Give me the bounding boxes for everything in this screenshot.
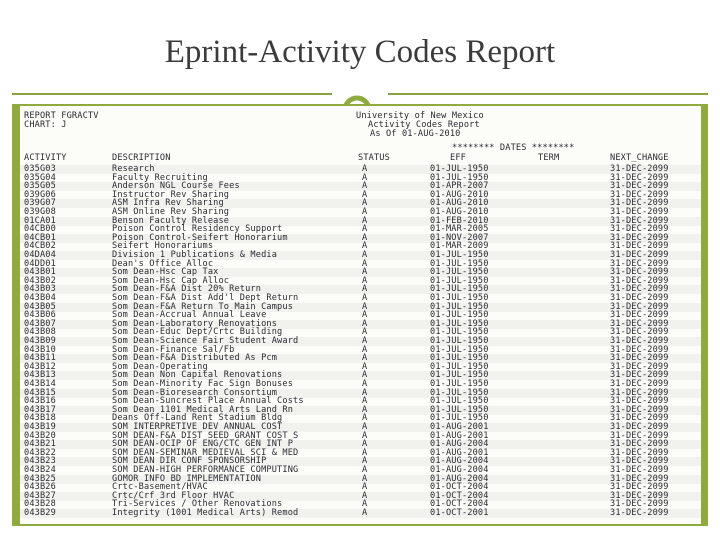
cell-eff: 01-JUL-1950 xyxy=(430,267,489,278)
cell-activity: 043B13 xyxy=(24,370,56,381)
cell-description: GOMOR INFO BD IMPLEMENTATION xyxy=(112,473,262,484)
report-id: REPORT FGRACTV xyxy=(24,111,99,121)
cell-activity: 043B06 xyxy=(24,310,56,321)
cell-description: Som Dean-Suncrest Place Annual Costs xyxy=(112,396,304,407)
cell-status: A xyxy=(362,224,368,235)
cell-activity: 043B18 xyxy=(24,413,56,424)
cell-next-change: 31-DEC-2099 xyxy=(610,293,669,303)
cell-description: Som Dean-Science Fair Student Award xyxy=(112,336,299,346)
cell-activity: 04CB00 xyxy=(24,224,56,235)
cell-eff: 01-AUG-2004 xyxy=(430,465,489,475)
cell-description: Som Dean-F&A Return To Main Campus xyxy=(112,301,294,312)
cell-activity: 043B24 xyxy=(24,465,56,475)
cell-eff: 01-AUG-2004 xyxy=(430,456,489,467)
cell-description: Faculty Recruiting xyxy=(112,172,208,183)
cell-status: A xyxy=(362,267,368,278)
cell-activity: 035G05 xyxy=(24,181,56,192)
cell-activity: 043B20 xyxy=(24,430,56,441)
cell-activity: 043B14 xyxy=(24,379,56,389)
cell-status: A xyxy=(362,310,368,321)
cell-status: A xyxy=(362,508,368,518)
cell-eff: 01-MAR-2009 xyxy=(430,241,489,252)
cell-description: Som Dean-Operating xyxy=(112,361,208,372)
cell-status: A xyxy=(362,465,368,475)
cell-activity: 04CB02 xyxy=(24,241,56,252)
cell-eff: 01-JUL-1950 xyxy=(430,413,489,424)
cell-next-change: 31-DEC-2099 xyxy=(610,370,669,381)
cell-next-change: 31-DEC-2099 xyxy=(610,430,669,441)
cell-eff: 01-JUL-1950 xyxy=(430,404,489,415)
slide-title: Eprint-Activity Codes Report xyxy=(164,34,556,70)
cell-next-change: 31-DEC-2099 xyxy=(610,198,669,209)
cell-next-change: 31-DEC-2099 xyxy=(610,258,669,269)
cell-eff: 01-JUL-1950 xyxy=(430,164,489,174)
cell-status: A xyxy=(362,387,368,398)
report-institution: University of New Mexico xyxy=(356,111,484,121)
cell-status: A xyxy=(362,250,368,260)
cell-description: Som Dean-Educ Dept/Crtc Building xyxy=(112,327,283,338)
cell-status: A xyxy=(362,284,368,295)
cell-eff: 01-JUL-1950 xyxy=(430,293,489,303)
cell-description: ASM Online Rev Sharing xyxy=(112,207,230,217)
cell-eff: 01-JUL-1950 xyxy=(430,172,489,183)
cell-eff: 01-OCT-2004 xyxy=(430,499,489,510)
cell-description: SOM DEAN DIR CONF SPONSORSHIP xyxy=(112,456,267,467)
cell-description: Som Dean Non Capital Renovations xyxy=(112,370,283,381)
cell-description: Poison Control-Seifert Honorarium xyxy=(112,232,288,243)
cell-status: A xyxy=(362,181,368,192)
cell-status: A xyxy=(362,370,368,381)
cell-activity: 043B29 xyxy=(24,508,56,518)
cell-activity: 043B25 xyxy=(24,473,56,484)
table-row xyxy=(20,509,701,518)
cell-next-change: 31-DEC-2099 xyxy=(610,473,669,484)
cell-description: Anderson NGL Course Fees xyxy=(112,181,240,192)
cell-eff: 01-JUL-1950 xyxy=(430,318,489,329)
cell-next-change: 31-DEC-2099 xyxy=(610,232,669,243)
report-chart: CHART: J xyxy=(24,120,67,130)
cell-description: Crtc/Crf 3rd Floor HVAC xyxy=(112,490,235,501)
cell-description: Som Dean-Minority Fac Sign Bonuses xyxy=(112,379,294,389)
cell-status: A xyxy=(362,456,368,467)
cell-eff: 01-AUG-2010 xyxy=(430,198,489,209)
cell-next-change: 31-DEC-2099 xyxy=(610,413,669,424)
col-header-eff: EFF xyxy=(450,153,466,163)
cell-next-change: 31-DEC-2099 xyxy=(610,387,669,398)
cell-activity: 043B12 xyxy=(24,361,56,372)
cell-description: Instructor Rev Sharing xyxy=(112,189,230,200)
cell-activity: 043B08 xyxy=(24,327,56,338)
cell-activity: 043B01 xyxy=(24,267,56,278)
cell-activity: 04CB01 xyxy=(24,232,56,243)
cell-activity: 043B10 xyxy=(24,344,56,355)
cell-status: A xyxy=(362,215,368,226)
report-image xyxy=(20,106,701,524)
cell-eff: 01-JUL-1950 xyxy=(430,301,489,312)
cell-activity: 043B15 xyxy=(24,387,56,398)
cell-activity: 043B02 xyxy=(24,275,56,286)
cell-eff: 01-AUG-2001 xyxy=(430,447,489,458)
cell-description: Dean's Office Alloc xyxy=(112,258,214,269)
report-name: Activity Codes Report xyxy=(368,120,480,130)
cell-activity: 043B16 xyxy=(24,396,56,407)
cell-eff: 01-FEB-2010 xyxy=(430,215,489,226)
cell-description: Som Dean-F&A Dist 20% Return xyxy=(112,284,262,295)
cell-eff: 01-AUG-2004 xyxy=(430,473,489,484)
cell-next-change: 31-DEC-2099 xyxy=(610,301,669,312)
cell-status: A xyxy=(362,473,368,484)
cell-eff: 01-AUG-2001 xyxy=(430,422,489,432)
cell-status: A xyxy=(362,490,368,501)
cell-status: A xyxy=(362,499,368,510)
cell-eff: 01-AUG-2001 xyxy=(430,430,489,441)
cell-next-change: 31-DEC-2099 xyxy=(610,379,669,389)
cell-next-change: 31-DEC-2099 xyxy=(610,172,669,183)
cell-status: A xyxy=(362,336,368,346)
cell-description: Deans Off-Land Rent Stadium Bldg xyxy=(112,413,283,424)
cell-activity: 043B05 xyxy=(24,301,56,312)
cell-next-change: 31-DEC-2099 xyxy=(610,490,669,501)
cell-next-change: 31-DEC-2099 xyxy=(610,508,669,518)
cell-eff: 01-OCT-2004 xyxy=(430,490,489,501)
cell-description: SOM DEAN-SEMINAR MEDIEVAL SCI & MED xyxy=(112,447,299,458)
cell-activity: 01CA01 xyxy=(24,215,56,226)
cell-activity: 043B21 xyxy=(24,439,56,450)
cell-next-change: 31-DEC-2099 xyxy=(610,224,669,235)
cell-status: A xyxy=(362,318,368,329)
cell-next-change: 31-DEC-2099 xyxy=(610,318,669,329)
report-as-of-date: As Of 01-AUG-2010 xyxy=(370,129,461,139)
cell-activity: 043B09 xyxy=(24,336,56,346)
cell-activity: 043B26 xyxy=(24,482,56,493)
cell-eff: 01-OCT-2004 xyxy=(430,482,489,493)
col-header-next-change: NEXT_CHANGE xyxy=(610,153,669,163)
cell-description: Som Dean 1101 Medical Arts Land Rn xyxy=(112,404,294,415)
cell-description: ASM Infra Rev Sharing xyxy=(112,198,224,209)
cell-description: Som Dean-Laboratory Renovations xyxy=(112,318,278,329)
dates-banner: ******** DATES ******** xyxy=(452,143,575,153)
cell-status: A xyxy=(362,422,368,432)
cell-activity: 043B11 xyxy=(24,353,56,364)
cell-next-change: 31-DEC-2099 xyxy=(610,164,669,174)
cell-status: A xyxy=(362,207,368,217)
cell-status: A xyxy=(362,301,368,312)
cell-next-change: 31-DEC-2099 xyxy=(610,284,669,295)
cell-status: A xyxy=(362,258,368,269)
cell-activity: 04DA04 xyxy=(24,250,56,260)
cell-activity: 039G07 xyxy=(24,198,56,209)
col-header-activity: ACTIVITY xyxy=(24,153,67,163)
cell-description: Som Dean-Accrual Annual Leave xyxy=(112,310,267,321)
cell-status: A xyxy=(362,439,368,450)
cell-description: SOM INTERPRETIVE DEV ANNUAL COST xyxy=(112,422,283,432)
cell-description: Poison Control Residency Support xyxy=(112,224,283,235)
cell-next-change: 31-DEC-2099 xyxy=(610,181,669,192)
cell-eff: 01-JUL-1950 xyxy=(430,327,489,338)
cell-status: A xyxy=(362,327,368,338)
cell-description: Som Dean-F&A Dist Add'l Dept Return xyxy=(112,293,299,303)
cell-next-change: 31-DEC-2099 xyxy=(610,215,669,226)
cell-next-change: 31-DEC-2099 xyxy=(610,456,669,467)
cell-eff: 01-JUL-1950 xyxy=(430,310,489,321)
cell-description: Tri-Services / Other Renovations xyxy=(112,499,283,510)
cell-status: A xyxy=(362,413,368,424)
cell-description: Som Dean-Bioresearch Consortium xyxy=(112,387,278,398)
cell-eff: 01-JUL-1950 xyxy=(430,361,489,372)
col-header-description: DESCRIPTION xyxy=(112,153,171,163)
cell-status: A xyxy=(362,164,368,174)
cell-next-change: 31-DEC-2099 xyxy=(610,344,669,355)
cell-status: A xyxy=(362,172,368,183)
cell-eff: 01-JUL-1950 xyxy=(430,275,489,286)
cell-activity: 035G04 xyxy=(24,172,56,183)
cell-description: Som Dean-Hsc Cap Alloc xyxy=(112,275,230,286)
cell-activity: 043B04 xyxy=(24,293,56,303)
cell-eff: 01-AUG-2010 xyxy=(430,207,489,217)
cell-status: A xyxy=(362,447,368,458)
cell-eff: 01-AUG-2010 xyxy=(430,189,489,200)
cell-activity: 043B07 xyxy=(24,318,56,329)
cell-eff: 01-JUL-1950 xyxy=(430,370,489,381)
cell-next-change: 31-DEC-2099 xyxy=(610,396,669,407)
cell-next-change: 31-DEC-2099 xyxy=(610,275,669,286)
cell-eff: 01-JUL-1950 xyxy=(430,387,489,398)
cell-eff: 01-JUL-1950 xyxy=(430,353,489,364)
cell-next-change: 31-DEC-2099 xyxy=(610,310,669,321)
cell-status: A xyxy=(362,379,368,389)
cell-description: Division 1 Publications & Media xyxy=(112,250,278,260)
cell-status: A xyxy=(362,396,368,407)
cell-eff: 01-JUL-1950 xyxy=(430,379,489,389)
cell-activity: 039G08 xyxy=(24,207,56,217)
title-rule-right xyxy=(388,93,708,95)
cell-status: A xyxy=(362,198,368,209)
cell-description: Research xyxy=(112,164,155,174)
cell-next-change: 31-DEC-2099 xyxy=(610,207,669,217)
cell-next-change: 31-DEC-2099 xyxy=(610,361,669,372)
cell-next-change: 31-DEC-2099 xyxy=(610,327,669,338)
title-rule-left xyxy=(12,93,332,95)
cell-status: A xyxy=(362,482,368,493)
cell-next-change: 31-DEC-2099 xyxy=(610,404,669,415)
cell-eff: 01-JUL-1950 xyxy=(430,258,489,269)
cell-next-change: 31-DEC-2099 xyxy=(610,422,669,432)
cell-description: Som Dean-F&A Distributed As Pcm xyxy=(112,353,278,364)
cell-eff: 01-JUL-1950 xyxy=(430,344,489,355)
cell-next-change: 31-DEC-2099 xyxy=(610,499,669,510)
cell-description: SOM DEAN-OCIP OF ENG/CTC GEN INT P xyxy=(112,439,294,450)
cell-description: Benson Faculty Release xyxy=(112,215,230,226)
cell-status: A xyxy=(362,344,368,355)
cell-next-change: 31-DEC-2099 xyxy=(610,241,669,252)
cell-description: Som Dean-Hsc Cap Tax xyxy=(112,267,219,278)
cell-activity: 043B28 xyxy=(24,499,56,510)
cell-status: A xyxy=(362,189,368,200)
cell-status: A xyxy=(362,404,368,415)
cell-description: Som Dean-Finance Sal/Fb xyxy=(112,344,235,355)
cell-eff: 01-AUG-2004 xyxy=(430,439,489,450)
cell-next-change: 31-DEC-2099 xyxy=(610,336,669,346)
cell-status: A xyxy=(362,353,368,364)
cell-status: A xyxy=(362,361,368,372)
col-header-term: TERM xyxy=(538,153,560,163)
cell-status: A xyxy=(362,241,368,252)
cell-activity: 043B17 xyxy=(24,404,56,415)
cell-next-change: 31-DEC-2099 xyxy=(610,353,669,364)
cell-description: Seifert Honorariums xyxy=(112,241,214,252)
cell-description: SOM DEAN-HIGH PERFORMANCE COMPUTING xyxy=(112,465,299,475)
cell-next-change: 31-DEC-2099 xyxy=(610,482,669,493)
cell-eff: 01-JUL-1950 xyxy=(430,336,489,346)
cell-next-change: 31-DEC-2099 xyxy=(610,267,669,278)
cell-status: A xyxy=(362,293,368,303)
cell-eff: 01-JUL-1950 xyxy=(430,250,489,260)
cell-next-change: 31-DEC-2099 xyxy=(610,250,669,260)
cell-status: A xyxy=(362,232,368,243)
cell-activity: 043B22 xyxy=(24,447,56,458)
cell-description: SOM DEAN-F&A DIST SEED GRANT COST S xyxy=(112,430,299,441)
cell-activity: 043B23 xyxy=(24,456,56,467)
cell-eff: 01-JUL-1950 xyxy=(430,396,489,407)
cell-activity: 043B03 xyxy=(24,284,56,295)
cell-eff: 01-OCT-2001 xyxy=(430,508,489,518)
cell-next-change: 31-DEC-2099 xyxy=(610,465,669,475)
cell-eff: 01-JUL-1950 xyxy=(430,284,489,295)
cell-eff: 01-NOV-2007 xyxy=(430,232,489,243)
cell-activity: 043B19 xyxy=(24,422,56,432)
cell-eff: 01-APR-2007 xyxy=(430,181,489,192)
cell-activity: 035G03 xyxy=(24,164,56,174)
col-header-status: STATUS xyxy=(358,153,390,163)
cell-activity: 039G06 xyxy=(24,189,56,200)
cell-next-change: 31-DEC-2099 xyxy=(610,189,669,200)
cell-status: A xyxy=(362,430,368,441)
cell-next-change: 31-DEC-2099 xyxy=(610,447,669,458)
cell-activity: 04DD01 xyxy=(24,258,56,269)
cell-description: Integrity (1001 Medical Arts) Remod xyxy=(112,508,299,518)
cell-next-change: 31-DEC-2099 xyxy=(610,439,669,450)
cell-description: Crtc-Basement/HVAC xyxy=(112,482,208,493)
cell-status: A xyxy=(362,275,368,286)
cell-activity: 043B27 xyxy=(24,490,56,501)
cell-eff: 01-MAR-2005 xyxy=(430,224,489,235)
